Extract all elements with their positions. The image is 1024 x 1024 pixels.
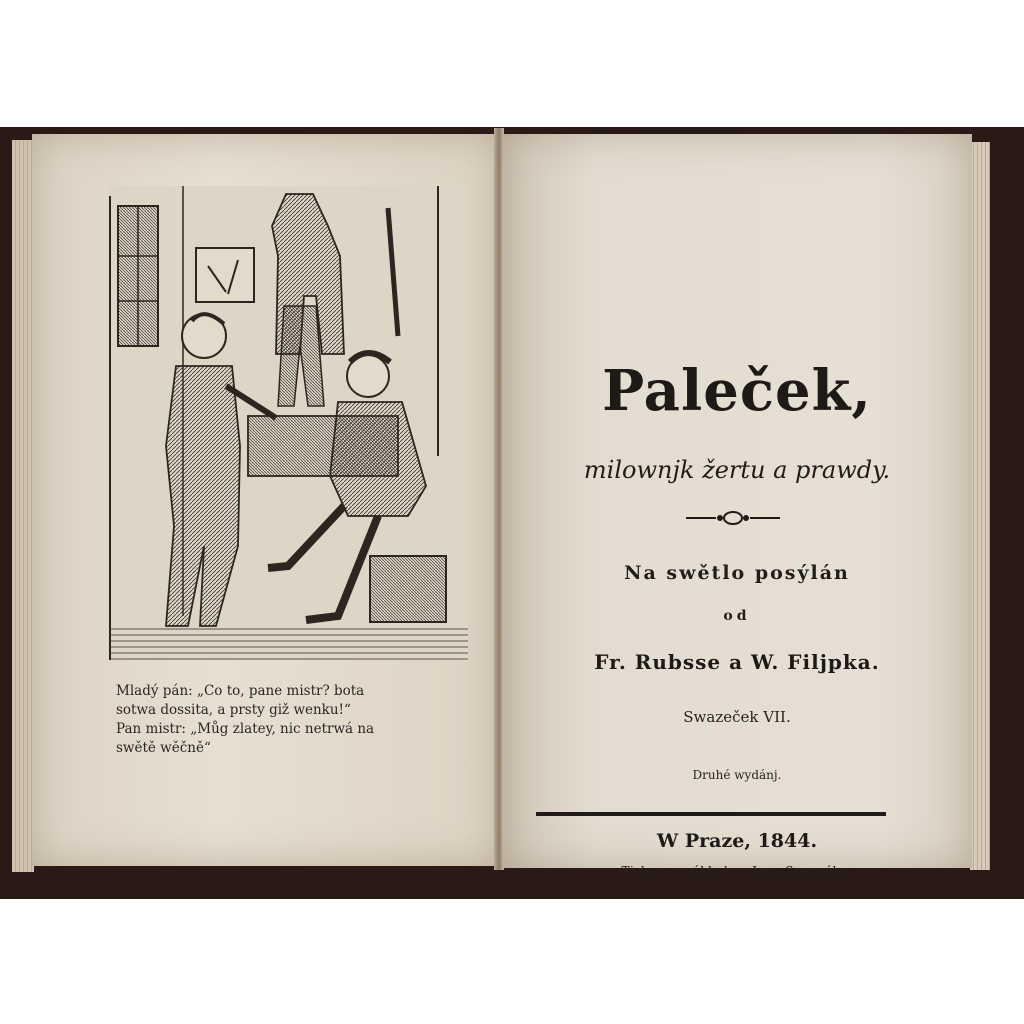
edition-line: Druhé wydánj. [692,768,782,782]
volume-line: Swazeček VII. [683,708,791,726]
open-book [8,128,1012,880]
right-page [502,134,972,868]
caption-line: sotwa dossita, a prsty giž wenku!“ [116,702,351,718]
sent-to-light-line: Na swětlo posýlán [624,562,850,584]
left-page-edges [12,140,34,872]
printer-line: Tiskem a nákladem Jana Spurného. [621,864,853,878]
caption-line: Mladý pán: „Co to, pane mistr? bota [116,683,365,699]
caption-line: Pan mistr: „Můg zlatey, nic netrwá na [116,721,375,737]
caption-line: swětě wěčně“ [116,740,211,756]
ornament-divider [686,508,780,528]
place-year-line: W Praze, 1844. [656,830,818,852]
by-line: od [723,608,751,624]
book-title: Paleček, [602,358,872,424]
authors-line: Fr. Rubsse a W. Filjpka. [594,650,880,674]
right-page-edges [970,142,990,870]
illustration-caption [116,682,468,758]
book-subtitle: milownjk žertu a prawdy. [583,456,891,484]
frontispiece-engraving [108,186,468,660]
horizontal-rule [536,812,886,816]
